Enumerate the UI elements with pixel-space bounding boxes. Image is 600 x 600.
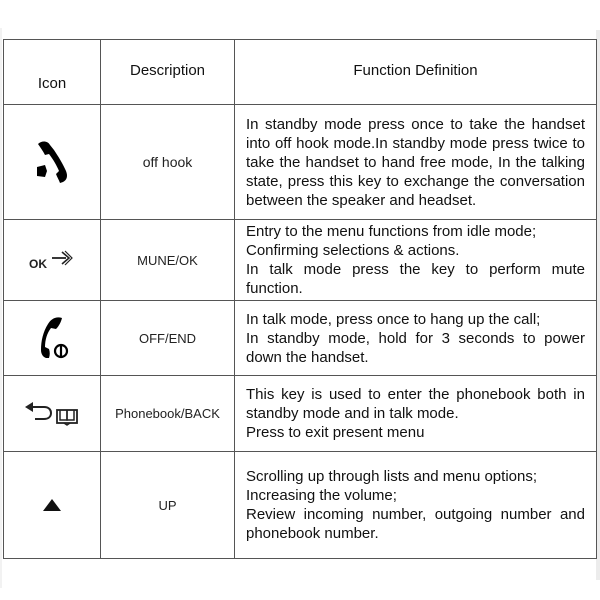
up-triangle-icon [42, 496, 62, 513]
function-cell [235, 220, 597, 301]
off-hook-phone-icon [32, 153, 72, 170]
description-cell: off hook [101, 105, 235, 220]
icon-cell [4, 220, 101, 301]
ok-arrow-icon [28, 251, 76, 271]
description-cell: Phonebook/BACK [101, 376, 235, 452]
icon-cell [4, 452, 101, 559]
header-function-definition: Function Definition [235, 40, 597, 105]
function-line: This key is used to enter the phonebook both in standby mode and in talk mode. [246, 386, 585, 422]
function-line: Press to exit present menu [246, 424, 425, 441]
function-text: In standby mode press once to take the handset into off hook mode.In standby mode press twice to take the handset to hand free mode, In the talking state, press this key to exchange the conversation between the speaker and headset. [246, 115, 585, 209]
page-edge-left [0, 28, 2, 588]
function-line: In standby mode, hold for 3 seconds to power down the handset. [246, 329, 585, 366]
back-arrow-icon [25, 402, 51, 419]
function-line: Increasing the volume; [246, 487, 397, 504]
function-cell [235, 105, 597, 220]
end-call-power-icon [32, 329, 72, 346]
function-line: Entry to the menu functions from idle mode; [246, 223, 537, 240]
ok-icon-text: OK [29, 257, 47, 271]
table-row [4, 301, 597, 376]
header-icon: Icon [4, 40, 101, 105]
header-description: Description [101, 40, 235, 105]
function-cell [235, 376, 597, 452]
function-cell [235, 452, 597, 559]
table-row [4, 220, 597, 301]
icon-cell [4, 105, 101, 220]
table-row [4, 105, 597, 220]
function-line: Review incoming number, outgoing number and phonebook number. [246, 506, 585, 542]
description-cell: OFF/END [101, 301, 235, 376]
icon-cell [4, 376, 101, 452]
function-line: In talk mode, press once to hang up the call; [246, 310, 541, 328]
icon-cell [4, 301, 101, 376]
table-row [4, 452, 597, 559]
table-header-row [4, 40, 597, 105]
table-row [4, 376, 597, 452]
description-cell: UP [101, 452, 235, 559]
key-function-table [3, 39, 597, 559]
back-phonebook-icon [22, 405, 82, 422]
function-line: Confirming selections & actions. [246, 242, 460, 259]
function-line: Scrolling up through lists and menu options; [246, 468, 538, 485]
description-cell: MUNE/OK [101, 220, 235, 301]
function-cell [235, 301, 597, 376]
function-line: In talk mode press the key to perform mute function. [246, 261, 585, 297]
phonebook-icon [57, 410, 77, 425]
